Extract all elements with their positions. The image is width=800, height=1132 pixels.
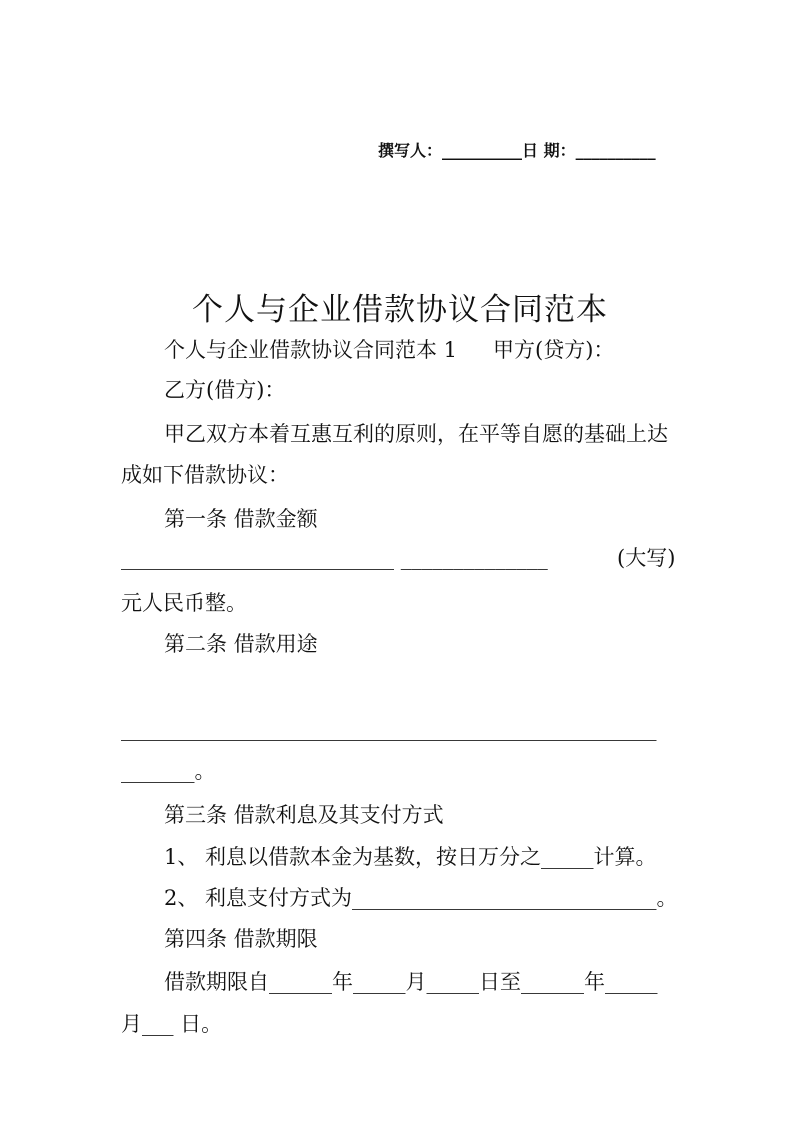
capital-note: (大写) <box>617 546 676 570</box>
loan-term-line-2: 月___ 日。 <box>121 1012 223 1036</box>
article-4-heading: 第四条 借款期限 <box>164 927 318 951</box>
author-date-header <box>378 138 656 161</box>
interest-payment-clause: 2、 利息支付方式为_____________________________。 <box>164 886 678 910</box>
lender-label: 甲方(贷方)： <box>493 338 615 362</box>
amount-unit: 元人民币整。 <box>121 591 247 615</box>
article-2-heading: 第二条 借款用途 <box>164 632 318 656</box>
borrower-label: 乙方(借方)： <box>164 378 286 402</box>
author-blank: __________ <box>442 141 523 160</box>
document-title: 个人与企业借款协议合同范本 <box>192 292 608 328</box>
purpose-blank: ___________________________________________________ <box>121 717 657 741</box>
article-1-heading: 第一条 借款金额 <box>164 507 318 531</box>
amount-blank-numeric: __________________________ <box>121 546 394 570</box>
preamble-line-2: 成如下借款协议： <box>121 463 289 487</box>
sample-number: 个人与企业借款协议合同范本 1 <box>164 338 458 362</box>
preamble-line-1: 甲乙双方本着互惠互利的原则，在平等自愿的基础上达 <box>164 422 668 446</box>
article-3-heading: 第三条 借款利息及其支付方式 <box>164 803 444 827</box>
author-label: 撰写人： <box>378 141 443 160</box>
date-blank: __________ <box>575 141 656 160</box>
loan-term-line-1: 借款期限自______年_____月_____日至______年_____ <box>164 970 658 994</box>
date-label: 日 期： <box>522 141 576 160</box>
intro-line <box>164 336 614 364</box>
amount-line <box>121 544 681 572</box>
amount-blank-words: ______________ <box>400 546 548 570</box>
purpose-blank-end: _______。 <box>121 759 216 783</box>
interest-rate-clause: 1、 利息以借款本金为基数，按日万分之_____计算。 <box>164 845 657 869</box>
